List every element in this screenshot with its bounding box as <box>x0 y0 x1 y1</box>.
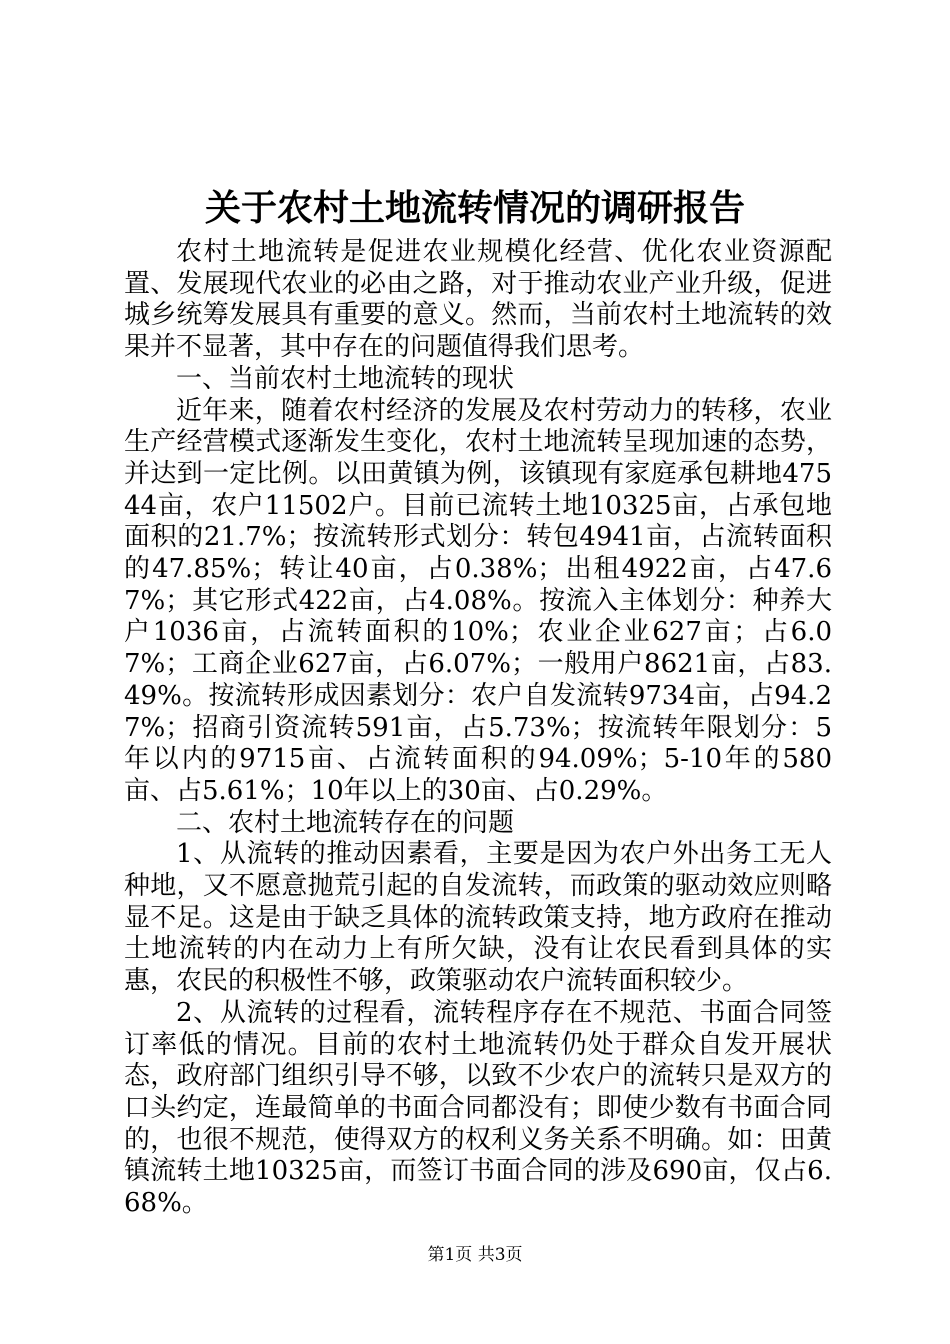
document-title: 关于农村土地流转情况的调研报告 <box>204 187 745 229</box>
document-body <box>124 237 832 1220</box>
section-heading-status: 一、当前农村土地流转的现状 <box>176 363 515 394</box>
intro-paragraph: 农村土地流转是促进农业规模化经营、优化农业资源配置、发展现代农业的必由之路，对于推动农业产业升级，促进城乡统筹发展具有重要的意义。然而，当前农村土地流转的效果并不显著，其中存在的问题值得我们思考。 <box>124 237 832 363</box>
problem-paragraph-2: 2、从流转的过程看，流转程序存在不规范、书面合同签订率低的情况。目前的农村土地流转仍处于群众自发开展状态，政府部门组织引导不够，以致不少农户的流转只是双方的口头约定，连最简单的书面合同都没有；即使少数有书面合同的，也很不规范，使得双方的权利义务关系不明确。如：田黄镇流转土地10325亩，而签订书面合同的涉及690亩，仅占6.68%。 <box>124 997 832 1219</box>
page-number-footer: 第1页 共3页 <box>427 1245 523 1265</box>
problem-paragraph-1: 1、从流转的推动因素看，主要是因为农户外出务工无人种地，又不愿意抛荒引起的自发流转，而政策的驱动效应则略显不足。这是由于缺乏具体的流转政策支持，地方政府在推动土地流转的内在动力上有所欠缺，没有让农民看到具体的实惠，农民的积极性不够，政策驱动农户流转面积较少。 <box>124 839 832 997</box>
status-paragraph: 近年来，随着农村经济的发展及农村劳动力的转移，农业生产经营模式逐渐发生变化，农村土地流转呈现加速的态势，并达到一定比例。以田黄镇为例，该镇现有家庭承包耕地47544亩，农户11502户。目前已流转土地10325亩，占承包地面积的21.7%；按流转形式划分：转包4941亩，占流转面积的47.85%；转让40亩，占0.38%；出租4922亩，占47.67%；其它形式422亩，占4.08%。按流入主体划分：种养大户1036亩，占流转面积的10%；农业企业627亩；占6.07%；工商企业627亩，占6.07%；一般用户8621亩，占83.49%。按流转形成因素划分：农户自发流转9734亩，占94.27%；招商引资流转591亩，占5.73%；按流转年限划分：5年以内的9715亩、占流转面积的94.09%；5-10年的580亩、占5.61%；10年以上的30亩、占0.29%。 <box>124 395 832 806</box>
section-heading-problems: 二、农村土地流转存在的问题 <box>176 807 515 838</box>
